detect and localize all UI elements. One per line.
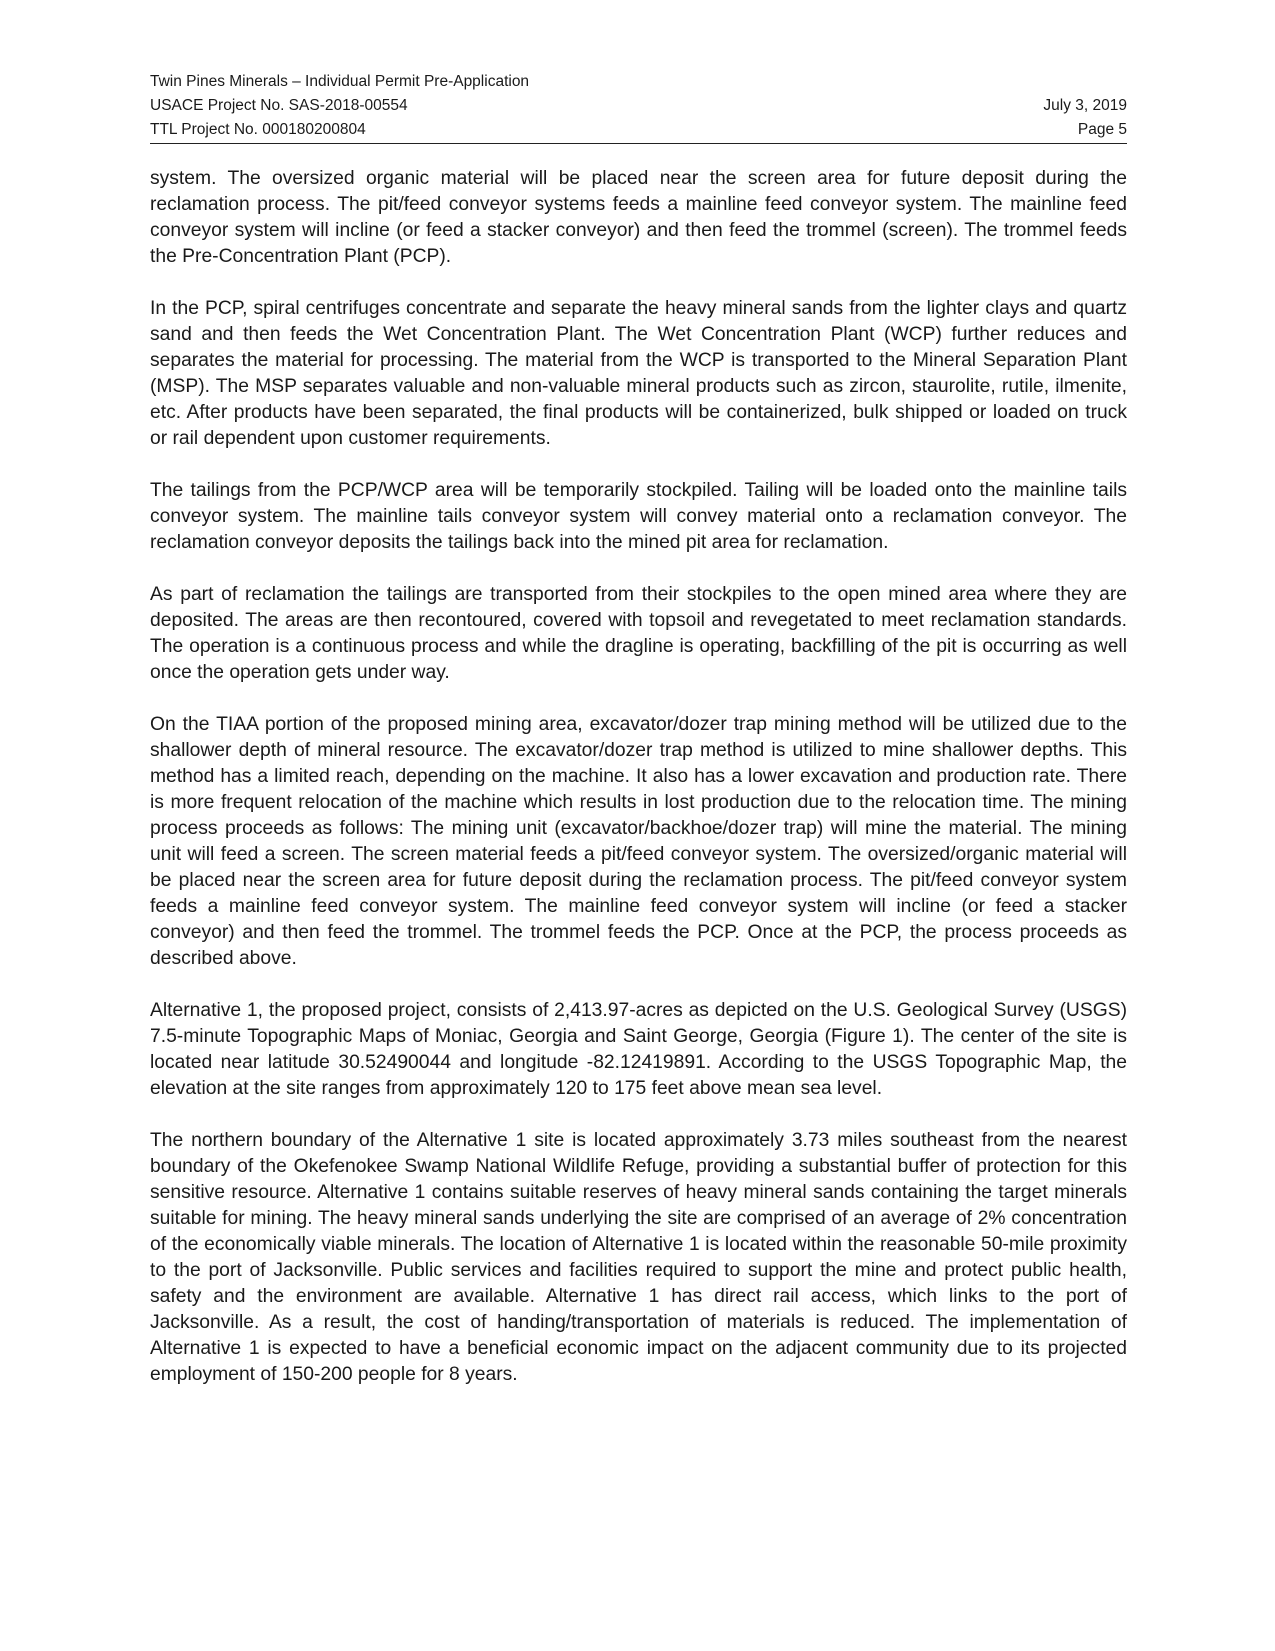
document-body — [150, 166, 1127, 1388]
header-page-number: Page 5 — [1077, 121, 1127, 138]
header-row-2 — [150, 94, 1127, 118]
paragraph: The northern boundary of the Alternative 1 site is located approximately 3.73 miles southeast from the nearest boundary of the Okefenokee Swamp National Wildlife Refuge, providing a substantial buffer of protection for this sensitive resource. Alternative 1 contains suitable reserves of heavy mineral sands containing the target minerals suitable for mining. The heavy mineral sands underlying the site are comprised of an average of 2% concentration of the economically viable minerals. The location of Alternative 1 is located within the reasonable 50-mile proximity to the port of Jacksonville. Public services and facilities required to support the mine and protect public health, safety and the environment are available. Alternative 1 has direct rail access, which links to the port of Jacksonville. As a result, the cost of handing/transportation of materials is reduced. The implementation of Alternative 1 is expected to have a beneficial economic impact on the adjacent community due to its projected employment of 150-200 people for 8 years. — [150, 1130, 1127, 1385]
header-title: Twin Pines Minerals – Individual Permit Pre-Application — [150, 73, 530, 90]
paragraph: system. The oversized organic material will be placed near the screen area for future deposit during the reclamation process. The pit/feed conveyor systems feeds a mainline feed conveyor system. The mainline feed conveyor system will incline (or feed a stacker conveyor) and then feed the trommel (screen). The trommel feeds the Pre-Concentration Plant (PCP). — [150, 168, 1127, 267]
paragraph: As part of reclamation the tailings are transported from their stockpiles to the open mined area where they are deposited. The areas are then recontoured, covered with topsoil and revegetated to meet reclamation standards. The operation is a continuous process and while the dragline is operating, backfilling of the pit is occurring as well once the operation gets under way. — [150, 584, 1127, 683]
header-row-3 — [150, 118, 1127, 142]
paragraph: Alternative 1, the proposed project, consists of 2,413.97-acres as depicted on the U.S. Geological Survey (USGS) 7.5-minute Topographic Maps of Moniac, Georgia and Saint George, Georgia (Figure 1). The center of the site is located near latitude 30.52490044 and longitude -82.12419891. According to the USGS Topographic Map, the elevation at the site ranges from approximately 120 to 175 feet above mean sea level. — [150, 1000, 1127, 1099]
paragraph: The tailings from the PCP/WCP area will be temporarily stockpiled. Tailing will be loaded onto the mainline tails conveyor system. The mainline tails conveyor system will convey material onto a reclamation conveyor. The reclamation conveyor deposits the tailings back into the mined pit area for reclamation. — [150, 480, 1127, 553]
paragraph: In the PCP, spiral centrifuges concentrate and separate the heavy mineral sands from the lighter clays and quartz sand and then feeds the Wet Concentration Plant. The Wet Concentration Plant (WCP) further reduces and separates the material for processing. The material from the WCP is transported to the Mineral Separation Plant (MSP). The MSP separates valuable and non-valuable mineral products such as zircon, staurolite, rutile, ilmenite, etc. After products have been separated, the final products will be containerized, bulk shipped or loaded on truck or rail dependent upon customer requirements. — [150, 298, 1127, 449]
page-header — [150, 70, 1127, 144]
paragraph: On the TIAA portion of the proposed mining area, excavator/dozer trap mining method will be utilized due to the shallower depth of mineral resource. The excavator/dozer trap method is utilized to mine shallower depths. This method has a limited reach, depending on the machine. It also has a lower excavation and production rate. There is more frequent relocation of the machine which results in lost production due to the relocation time. The mining process proceeds as follows: The mining unit (excavator/backhoe/dozer trap) will mine the material. The mining unit will feed a screen. The screen material feeds a pit/feed conveyor system. The oversized/organic material will be placed near the screen area for future deposit during the reclamation process. The pit/feed conveyor system feeds a mainline feed conveyor system. The mainline feed conveyor system will incline (or feed a stacker conveyor) and then feed the trommel. The trommel feeds the PCP. Once at the PCP, the process proceeds as described above. — [150, 714, 1127, 969]
document-page — [150, 70, 1127, 1388]
header-row-1 — [150, 70, 1127, 94]
header-usace-project: USACE Project No. SAS-2018-00554 — [150, 97, 408, 114]
header-ttl-project: TTL Project No. 000180200804 — [150, 121, 366, 138]
header-date: July 3, 2019 — [1043, 97, 1127, 114]
